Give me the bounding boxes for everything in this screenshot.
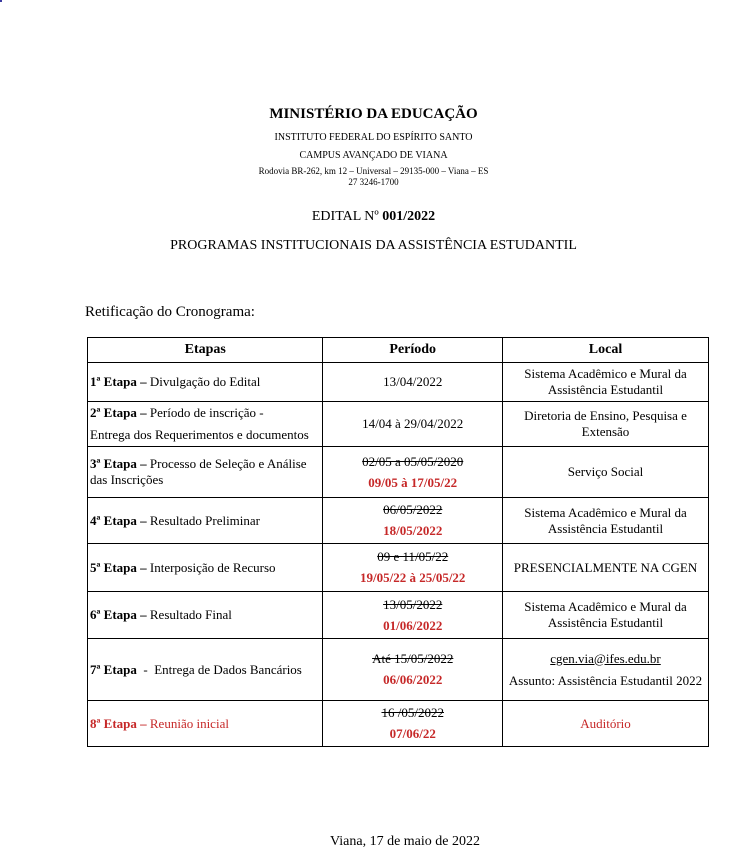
table-row — [88, 592, 709, 639]
local-cell: Auditório — [502, 701, 708, 747]
stage-desc: Resultado Preliminar — [146, 512, 261, 528]
program-title: PROGRAMAS INSTITUCIONAIS DA ASSISTÊNCIA ESTUDANTIL — [170, 238, 577, 253]
period-new: 06/06/2022 — [383, 672, 443, 687]
stage-cell — [88, 544, 323, 592]
stage-desc: Reunião inicial — [146, 715, 229, 731]
stage-cell — [88, 701, 323, 747]
edital-number: 001/2022 — [382, 209, 436, 224]
footer-date: Viana, 17 de maio de 2022 — [329, 834, 480, 849]
table-row — [88, 498, 709, 544]
stage-label: 2ª Etapa – — [90, 405, 147, 420]
local-subject: Assunto: Assistência Estudantil 2022 — [508, 672, 703, 688]
section-title: Retificação do Cronograma: — [85, 304, 255, 320]
stage-label: 1ª Etapa – — [90, 374, 147, 389]
period-cell — [323, 544, 503, 592]
local-cell: Sistema Acadêmico e Mural da Assistência Estudantil — [502, 498, 708, 544]
header-periodo: Período — [323, 338, 503, 363]
edital-prefix: EDITAL Nº — [311, 209, 383, 224]
edital-title — [0, 209, 747, 225]
period-new: 18/05/2022 — [383, 523, 443, 538]
period-cell: 13/04/2022 — [323, 363, 503, 402]
table-row — [88, 402, 709, 447]
stage-label: 6ª Etapa – — [90, 607, 147, 622]
period-new: 07/06/22 — [389, 726, 436, 741]
stage-label: 3ª Etapa – — [90, 456, 147, 471]
address-line: Rodovia BR-262, km 12 – Universal – 29135-000 – Viana – ES — [258, 166, 489, 176]
stage-desc: Interposição de Recurso — [146, 559, 276, 575]
address-block — [0, 166, 747, 188]
period-cell — [323, 701, 503, 747]
period-old: 09 e 11/05/22 — [377, 549, 449, 564]
period-old: 13/05/2022 — [383, 596, 443, 612]
stage-label: 8ª Etapa – — [90, 715, 147, 731]
period-old: Até 15/05/2022 — [372, 651, 454, 666]
table-row — [88, 701, 709, 747]
schedule-table — [87, 337, 709, 747]
stage-label: 4ª Etapa – — [90, 512, 147, 528]
institute-name: INSTITUTO FEDERAL DO ESPÍRITO SANTO — [274, 132, 473, 143]
local-cell: Serviço Social — [502, 447, 708, 498]
period-old: 16 /05/2022 — [381, 705, 444, 720]
table-row — [88, 363, 709, 402]
stage-cell — [88, 592, 323, 639]
period-new: 09/05 à 17/05/22 — [368, 474, 458, 490]
period-cell — [323, 447, 503, 498]
stage-desc-continued: Entrega dos Requerimentos e documentos — [90, 427, 309, 442]
local-cell — [502, 639, 708, 701]
stage-cell — [88, 498, 323, 544]
period-new: 01/06/2022 — [383, 617, 443, 633]
stage-cell — [88, 363, 323, 402]
local-cell: PRESENCIALMENTE NA CGEN — [502, 544, 708, 592]
stage-cell — [88, 639, 323, 701]
period-cell — [323, 498, 503, 544]
phone-line: 27 3246-1700 — [348, 177, 399, 187]
stage-label: 5ª Etapa – — [90, 559, 147, 575]
header-etapas: Etapas — [88, 338, 323, 363]
header-local: Local — [502, 338, 708, 363]
stage-label: 7ª Etapa — [90, 661, 137, 677]
ministry-title: MINISTÉRIO DA EDUCAÇÃO — [269, 106, 478, 122]
local-cell: Diretoria de Ensino, Pesquisa e Extensão — [502, 402, 708, 447]
stage-desc: Divulgação do Edital — [146, 374, 261, 389]
campus-name: CAMPUS AVANÇADO DE VIANA — [299, 150, 448, 161]
stage-desc: Período de inscrição - — [146, 405, 264, 420]
corner-dot — [0, 0, 2, 2]
period-cell — [323, 592, 503, 639]
stage-desc: Resultado Final — [146, 607, 232, 622]
stage-cell — [88, 447, 323, 498]
email-link[interactable]: cgen.via@ifes.edu.br — [550, 650, 661, 666]
period-old: 02/05 a 05/05/2020 — [362, 453, 464, 469]
local-cell: Sistema Acadêmico e Mural da Assistência Estudantil — [502, 363, 708, 402]
period-new: 19/05/22 à 25/05/22 — [359, 570, 466, 585]
local-cell: Sistema Acadêmico e Mural da Assistência Estudantil — [502, 592, 708, 639]
stage-desc: Processo de Seleção e Análise das Inscrições — [90, 456, 307, 487]
table-row — [88, 447, 709, 498]
period-old: 06/05/2022 — [383, 502, 443, 517]
table-row — [88, 639, 709, 701]
period-cell — [323, 639, 503, 701]
period-cell: 14/04 à 29/04/2022 — [323, 402, 503, 447]
table-row — [88, 544, 709, 592]
stage-desc: - Entrega de Dados Bancários — [136, 661, 302, 677]
stage-cell — [88, 402, 323, 447]
table-header-row — [88, 338, 709, 363]
